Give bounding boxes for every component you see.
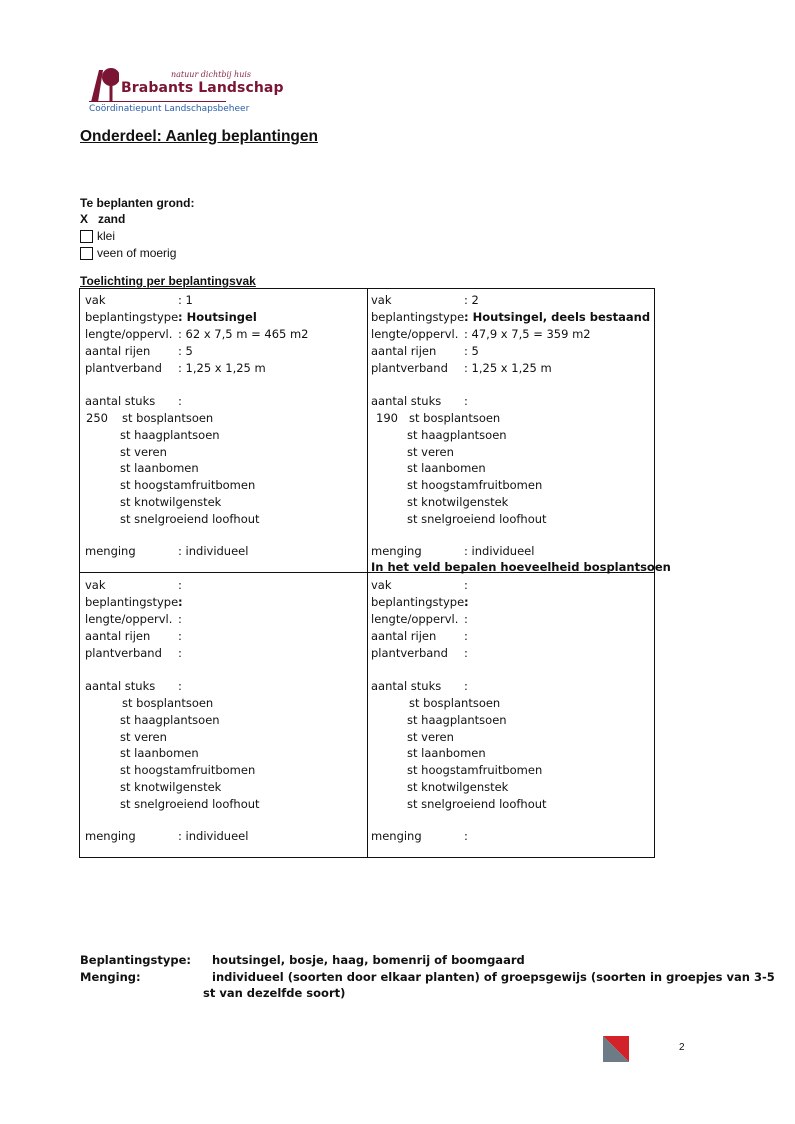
planting-cell-4 (371, 578, 651, 858)
plant-item: st hoogstamfruitbomen (120, 478, 256, 493)
planting-cell-3 (85, 578, 365, 858)
plant-item: st haagplantsoen (120, 427, 220, 442)
planting-cell-1 (85, 293, 365, 573)
field-label-lengte: lengte/oppervl. (85, 612, 173, 626)
field-label-menging: menging (371, 544, 422, 558)
field-value-menging: : (464, 829, 468, 843)
plant-item: st snelgroeiend loofhout (120, 511, 260, 526)
plant-item: st haagplantsoen (407, 427, 507, 442)
field-value-plantverband: : 1,25 x 1,25 m (178, 361, 266, 375)
plant-item: st knotwilgenstek (407, 495, 509, 509)
brabants-landschap-logo-icon (89, 64, 119, 104)
plant-item: st haagplantsoen (120, 712, 220, 727)
field-label-plantverband: plantverband (371, 646, 448, 660)
plant-item: st hoogstamfruitbomen (407, 478, 543, 493)
footer-type-value: houtsingel, bosje, haag, bomenrij of boomgaard (212, 953, 525, 967)
plant-item: st knotwilgenstek (120, 780, 222, 794)
field-label-plantverband: plantverband (85, 361, 162, 375)
field-value-lengte: : 47,9 x 7,5 = 359 m2 (464, 327, 591, 341)
logo-name: Brabants Landschap (121, 80, 284, 96)
plant-item: st knotwilgenstek (120, 495, 222, 509)
stuks-count: 190 (376, 411, 398, 425)
soil-option-veen[interactable] (80, 246, 176, 260)
plant-item: st haagplantsoen (407, 712, 507, 727)
field-value-plantverband: : 1,25 x 1,25 m (464, 361, 552, 375)
field-value-lengte: : 62 x 7,5 m = 465 m2 (178, 327, 309, 341)
field-label-type: beplantingstype (85, 595, 179, 609)
planting-cell-2 (371, 293, 671, 574)
field-value-rijen: : 5 (178, 344, 193, 358)
soil-option-klei[interactable] (80, 229, 115, 243)
field-label-type: beplantingstype (85, 310, 179, 324)
field-value-vak: : (464, 578, 468, 592)
field-value-lengte: : (464, 612, 468, 626)
field-label-menging: menging (85, 544, 136, 558)
field-value-rijen: : (464, 629, 468, 643)
footer-menging-value: individueel (soorten door elkaar planten) of groepsgewijs (soorten in groepjes van 3-5 (212, 970, 775, 984)
field-value-vak: : 2 (464, 293, 479, 307)
field-value-rijen: : 5 (464, 344, 479, 358)
plant-item: st bosplantsoen (122, 411, 214, 425)
field-label-stuks: aantal stuks (85, 394, 156, 408)
plant-item: st snelgroeiend loofhout (120, 796, 260, 811)
stuks-count: 250 (86, 411, 108, 425)
field-label-vak: vak (371, 578, 392, 592)
plant-item: st knotwilgenstek (407, 780, 509, 794)
field-label-stuks: aantal stuks (85, 679, 156, 693)
field-value-vak: : 1 (178, 293, 193, 307)
plant-item: st veren (120, 729, 167, 744)
footer-type-label: Beplantingstype: (80, 953, 192, 967)
selected-mark: X (80, 212, 89, 226)
logo-subtitle: Coördinatiepunt Landschapsbeheer (89, 104, 250, 114)
soil-option-label: klei (97, 229, 116, 243)
field-label-lengte: lengte/oppervl. (85, 327, 173, 341)
field-value-plantverband: : (464, 646, 468, 660)
field-label-vak: vak (371, 293, 392, 307)
footer-menging-label: Menging: (80, 970, 141, 984)
field-label-rijen: aantal rijen (371, 344, 437, 358)
plant-item: st laanbomen (120, 746, 199, 761)
footer-menging-value-cont: st van dezelfde soort) (203, 986, 346, 1000)
page-title: Onderdeel: Aanleg beplantingen (80, 128, 318, 145)
logo-tagline: natuur dichtbij huis (171, 70, 252, 79)
field-value-vak: : (178, 578, 182, 592)
field-label-type: beplantingstype (371, 310, 465, 324)
plant-item: st laanbomen (407, 746, 486, 761)
field-value-type: : (464, 595, 469, 609)
field-value-lengte: : (178, 612, 182, 626)
field-value-menging: : individueel (178, 544, 249, 558)
soil-heading: Te beplanten grond: (80, 196, 195, 210)
field-value-stuks: : (464, 679, 468, 693)
field-value-type: : Houtsingel (178, 310, 257, 324)
plant-item: st veren (407, 444, 454, 459)
field-label-vak: vak (85, 578, 106, 592)
soil-option-label: zand (98, 212, 126, 226)
plant-item: st veren (407, 729, 454, 744)
plant-item: st veren (120, 444, 167, 459)
field-label-menging: menging (371, 829, 422, 843)
field-label-lengte: lengte/oppervl. (371, 327, 459, 341)
field-value-type: : Houtsingel, deels bestaand (464, 310, 651, 324)
checkbox-klei[interactable] (80, 230, 93, 243)
field-label-rijen: aantal rijen (85, 344, 151, 358)
field-value-stuks: : (178, 679, 182, 693)
plant-item: st hoogstamfruitbomen (407, 763, 543, 778)
field-label-stuks: aantal stuks (371, 679, 442, 693)
plant-item: st bosplantsoen (409, 696, 501, 710)
field-value-menging: : individueel (178, 829, 249, 843)
field-label-rijen: aantal rijen (371, 629, 437, 643)
field-label-vak: vak (85, 293, 106, 307)
field-value-rijen: : (178, 629, 182, 643)
checkbox-veen[interactable] (80, 247, 93, 260)
field-value-plantverband: : (178, 646, 182, 660)
plant-item: st laanbomen (120, 461, 199, 476)
field-label-plantverband: plantverband (85, 646, 162, 660)
brand-corner-mark-icon (603, 1036, 629, 1062)
field-label-rijen: aantal rijen (85, 629, 151, 643)
field-label-menging: menging (85, 829, 136, 843)
plant-item: st hoogstamfruitbomen (120, 763, 256, 778)
plant-item: st snelgroeiend loofhout (407, 511, 547, 526)
field-value-type: : (178, 595, 183, 609)
plant-item: st bosplantsoen (122, 696, 214, 710)
field-value-stuks: : (178, 394, 182, 408)
logo-divider (89, 101, 226, 102)
soil-option-label: veen of moerig (97, 246, 177, 260)
section-heading-toelichting: Toelichting per beplantingsvak (80, 274, 256, 288)
field-value-stuks: : (464, 394, 468, 408)
field-label-lengte: lengte/oppervl. (371, 612, 459, 626)
field-value-menging: : individueel (464, 544, 535, 558)
soil-option-zand (80, 212, 125, 226)
plant-item: st laanbomen (407, 461, 486, 476)
page-number: 2 (679, 1042, 685, 1053)
field-note: In het veld bepalen hoeveelheid bosplantsoen (371, 560, 671, 574)
plant-item: st bosplantsoen (409, 411, 501, 425)
plant-item: st snelgroeiend loofhout (407, 796, 547, 811)
field-label-plantverband: plantverband (371, 361, 448, 375)
field-label-type: beplantingstype (371, 595, 465, 609)
field-label-stuks: aantal stuks (371, 394, 442, 408)
